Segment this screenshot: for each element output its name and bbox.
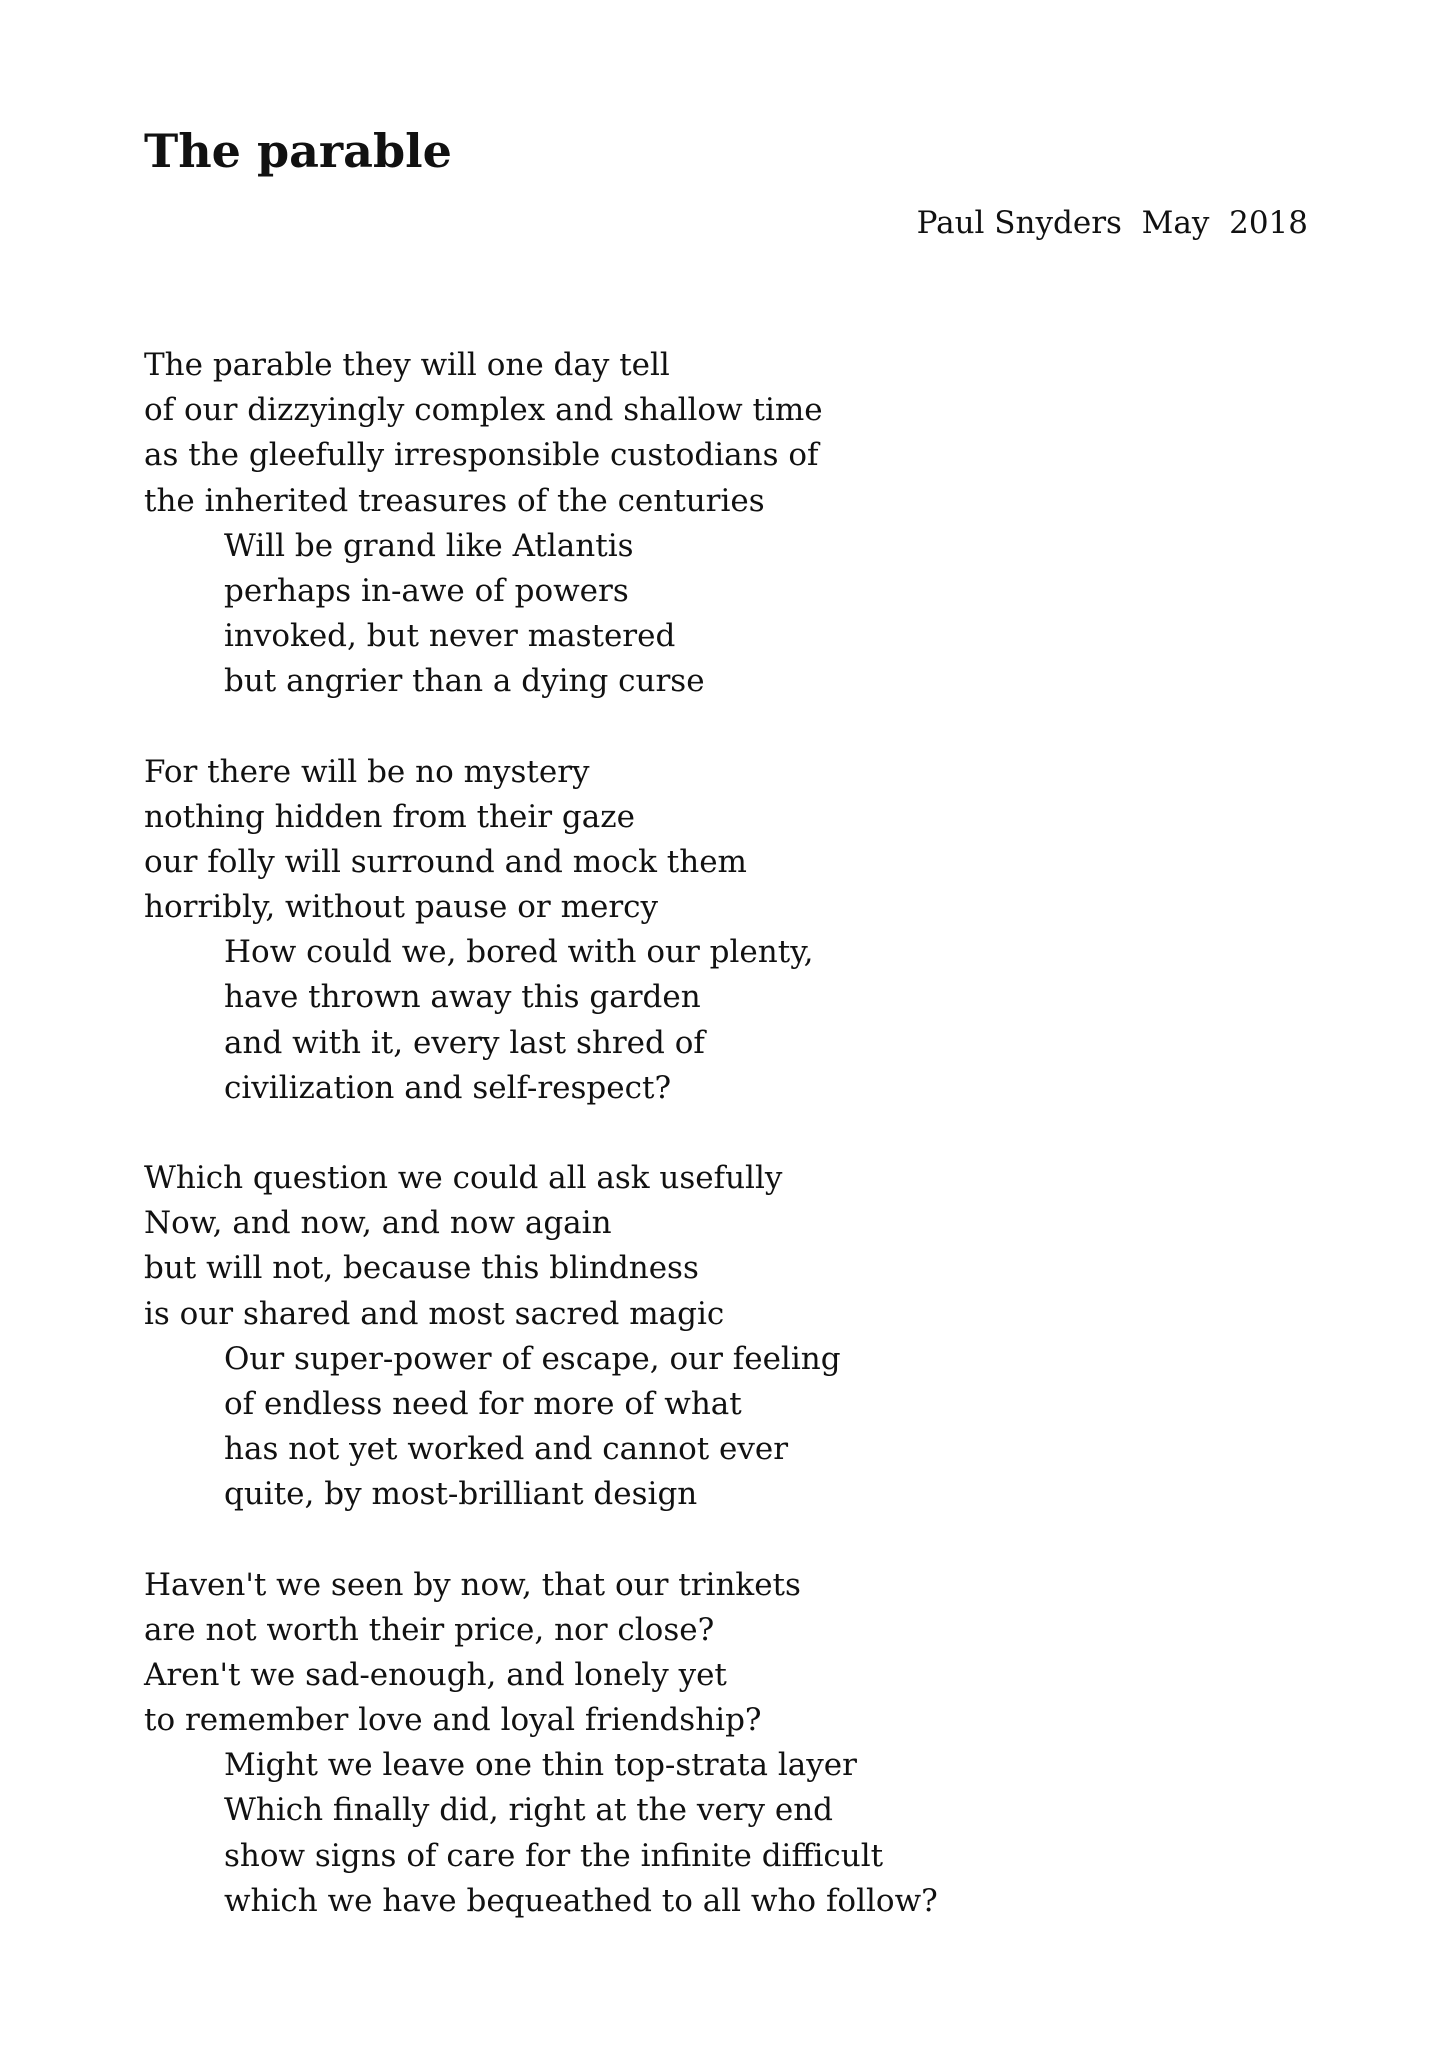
poem-line-indented: Might we leave one thin top-strata layer bbox=[224, 1747, 857, 1784]
poem-line: Now, and now, and now again bbox=[144, 1205, 612, 1242]
poem-line: our folly will surround and mock them bbox=[144, 843, 747, 880]
poem-line-indented: perhaps in-awe of powers bbox=[224, 572, 629, 609]
poem-line-indented: and with it, every last shred of bbox=[224, 1024, 705, 1061]
poem-line: are not worth their price, nor close? bbox=[144, 1611, 715, 1648]
poem-title: The parable bbox=[144, 124, 452, 178]
poem-line: as the gleefully irresponsible custodians of bbox=[144, 437, 819, 474]
stanza bbox=[144, 343, 1344, 705]
poem-line: For there will be no mystery bbox=[144, 753, 590, 790]
author-date-byline: Paul Snyders May 2018 bbox=[916, 205, 1308, 241]
poem-line-indented: civilization and self-respect? bbox=[224, 1069, 672, 1106]
poem-body bbox=[144, 343, 1344, 1969]
poem-line: The parable they will one day tell bbox=[144, 347, 670, 383]
poem-line-indented: invoked, but never mastered bbox=[224, 618, 676, 655]
poem-line: Haven't we seen by now, that our trinkets bbox=[144, 1566, 801, 1603]
poem-line-indented: has not yet worked and cannot ever bbox=[224, 1431, 789, 1468]
poem-line-indented: have thrown away this garden bbox=[224, 979, 701, 1016]
stanza bbox=[144, 1563, 1344, 1925]
poem-line-indented: Will be grand like Atlantis bbox=[224, 527, 634, 564]
poem-line: to remember love and loyal friendship? bbox=[144, 1702, 762, 1739]
poem-line: of our dizzyingly complex and shallow time bbox=[144, 392, 823, 429]
poem-line: the inherited treasures of the centuries bbox=[144, 482, 765, 519]
poem-line-indented: show signs of care for the infinite difficult bbox=[224, 1837, 884, 1874]
poem-line: nothing hidden from their gaze bbox=[144, 798, 635, 835]
poem-line-indented: of endless need for more of what bbox=[224, 1385, 742, 1422]
poem-line-indented: Which finally did, right at the very end bbox=[224, 1792, 834, 1829]
stanza bbox=[144, 750, 1344, 1112]
poem-line: but will not, because this blindness bbox=[144, 1250, 699, 1287]
poem-line: is our shared and most sacred magic bbox=[144, 1295, 725, 1332]
poem-line-indented: which we have bequeathed to all who follow? bbox=[224, 1882, 938, 1919]
poem-line-indented: but angrier than a dying curse bbox=[224, 663, 705, 700]
poem-line: Aren't we sad-enough, and lonely yet bbox=[144, 1656, 727, 1693]
poem-line-indented: quite, by most-brilliant design bbox=[224, 1476, 698, 1513]
poem-line-indented: Our super-power of escape, our feeling bbox=[224, 1340, 841, 1377]
poem-line: horribly, without pause or mercy bbox=[144, 889, 659, 926]
poem-line: Which question we could all ask usefully bbox=[144, 1160, 783, 1196]
poem-line-indented: How could we, bored with our plenty, bbox=[224, 934, 814, 971]
stanza bbox=[144, 1156, 1344, 1518]
